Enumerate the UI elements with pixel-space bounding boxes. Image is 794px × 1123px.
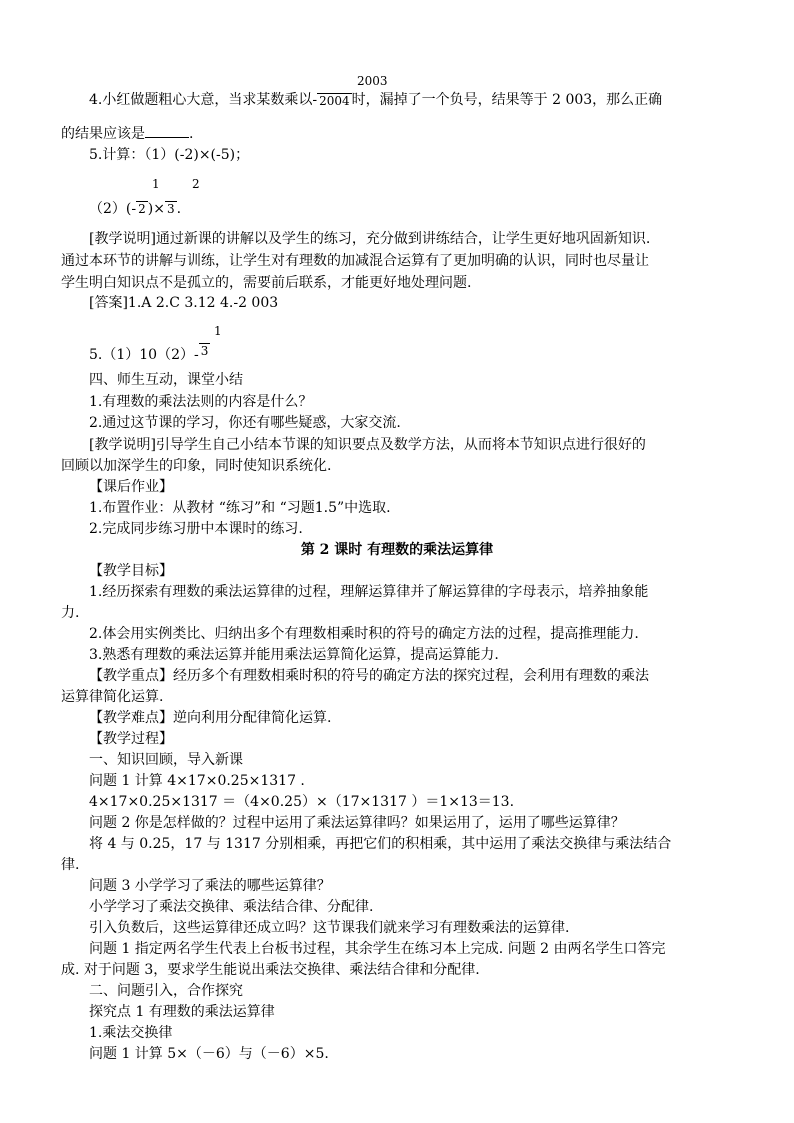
difficult-point: 【教学难点】逆向利用分配律简化运算. — [89, 710, 332, 726]
problem2: 问题 2 你是怎样做的？过程中运用了乘法运算律吗？如果运用了，运用了哪些运算律？ — [89, 815, 625, 831]
q5-line1: 5.计算：（1）(-2)×(-5)； — [89, 147, 250, 163]
answers-frac-numerator: 1 — [214, 324, 222, 338]
section4-explain-line2: 回顾以加深学生的印象，同时使知识系统化. — [61, 458, 332, 474]
q4-text-pre: 4.小红做题粗心大意，当求某数乘以- — [89, 92, 318, 108]
law1-title: 1.乘法交换律 — [89, 1025, 173, 1041]
q5-p2-text-a: （2）(- — [89, 201, 137, 217]
q5-frac1-numerator: 1 — [152, 177, 160, 191]
intro-text: 引入负数后，这些运算律还成立吗？这节课我们就来学习有理数乘法的运算律. — [89, 920, 570, 936]
explain1-line1: [教学说明]通过新课的讲解以及学生的练习，充分做到讲练结合，让学生更好地巩固新知识. — [89, 231, 651, 247]
part1-title: 一、知识回顾，导入新课 — [89, 752, 243, 768]
answers-frac-denominator: 3 — [200, 344, 209, 358]
section4-q1: 1.有理数的乘法法则的内容是什么？ — [89, 394, 313, 410]
answers-line1: [答案]1.A 2.C 3.12 4.-2 003 — [89, 295, 279, 311]
goal3: 3.熟悉有理数的乘法运算并能用乘法运算简化运算，提高运算能力. — [89, 647, 499, 663]
q5-line2 — [89, 199, 769, 220]
explain1-line2: 通过本环节的讲解与训练，让学生对有理数的加减混合运算有了更加明确的认识，同时也尽量让 — [61, 253, 649, 269]
law1-problem1: 问题 1 计算 5×（－6）与（－6）×5. — [89, 1046, 329, 1062]
goals-title: 【教学目标】 — [89, 563, 173, 579]
problem3-answer: 小学学习了乘法交换律、乘法结合律、分配律. — [89, 899, 374, 915]
lesson2-heading: 第 2 课时 有理数的乘法运算律 — [300, 542, 494, 558]
process-title: 【教学过程】 — [89, 731, 173, 747]
q5-p2-end: . — [176, 201, 182, 217]
answers-line2 — [89, 343, 769, 366]
q4-fraction-denominator: 2004 — [319, 93, 350, 108]
q4-line1 — [89, 90, 769, 111]
goal1-line2: 力. — [61, 605, 80, 621]
q5-p2-text-b: )× — [147, 201, 165, 217]
homework-item2: 2.完成同步练习册中本课时的练习. — [89, 521, 303, 537]
explain1-line3: 学生明白知识点不是孤立的，需要前后联系，才能更好地处理问题. — [61, 275, 472, 291]
explore-point1: 探究点 1 有理数的乘法运算律 — [89, 1004, 275, 1020]
q4-fraction-numerator: 2003 — [357, 74, 388, 88]
problem2-answer-line2: 律. — [61, 857, 80, 873]
key-point-line2: 运算律简化运算. — [61, 689, 164, 705]
answers-line2-text: 5.（1）10（2）- — [89, 347, 199, 363]
q4-line2 — [61, 123, 769, 145]
goal1-line1: 1.经历探索有理数的乘法运算律的过程，理解运算律并了解运算律的字母表示，培养抽象能 — [89, 584, 649, 600]
q4-text-post: 时，漏掉了一个负号，结果等于 2 003，那么正确 — [351, 92, 663, 108]
q5-frac2-numerator: 2 — [192, 177, 200, 191]
problem3: 问题 3 小学学习了乘法的哪些运算律？ — [89, 878, 331, 894]
section4-q2: 2.通过这节课的学习，你还有哪些疑惑，大家交流. — [89, 415, 401, 431]
homework-item1: 1.布置作业：从教材 “练习”和 “习题1.5”中选取. — [89, 500, 391, 516]
key-point-line1: 【教学重点】经历多个有理数相乘时积的符号的确定方法的探究过程，会利用有理数的乘法 — [89, 668, 649, 684]
goal2: 2.体会用实例类比、归纳出多个有理数相乘时积的符号的确定方法的过程，提高推理能力. — [89, 626, 639, 642]
section4-explain-line1: [教学说明]引导学生自己小结本节课的知识要点及数学方法，从而将本节知识点进行很好的 — [89, 437, 646, 453]
problem1: 问题 1 计算 4×17×0.25×1317 . — [89, 773, 305, 789]
q4-line2-text: 的结果应该是 — [61, 126, 145, 142]
homework-title: 【课后作业】 — [89, 479, 173, 495]
part2-title: 二、问题引入，合作探究 — [89, 983, 243, 999]
q5-frac2-denominator: 3 — [166, 202, 175, 216]
problem1-answer: 4×17×0.25×1317 ＝（4×0.25）×（17×1317 ）＝1×13＝13. — [89, 794, 515, 810]
q4-fraction — [317, 93, 352, 108]
answer-blank — [145, 123, 189, 138]
q4-line2-end: . — [189, 126, 194, 142]
problem2-answer-line1: 将 4 与 0.25，17 与 1317 分别相乘，再把它们的积相乘，其中运用了乘法交换律与乘法结合 — [89, 836, 672, 852]
arrangement-line2: 成. 对于问题 3，要求学生能说出乘法交换律、乘法结合律和分配律. — [61, 962, 480, 978]
q5-frac1-denominator: 2 — [138, 202, 146, 216]
section4-title: 四、师生互动，课堂小结 — [89, 372, 243, 388]
arrangement-line1: 问题 1 指定两名学生代表上台板书过程，其余学生在练习本上完成. 问题 2 由两名学生口答完 — [89, 941, 666, 957]
